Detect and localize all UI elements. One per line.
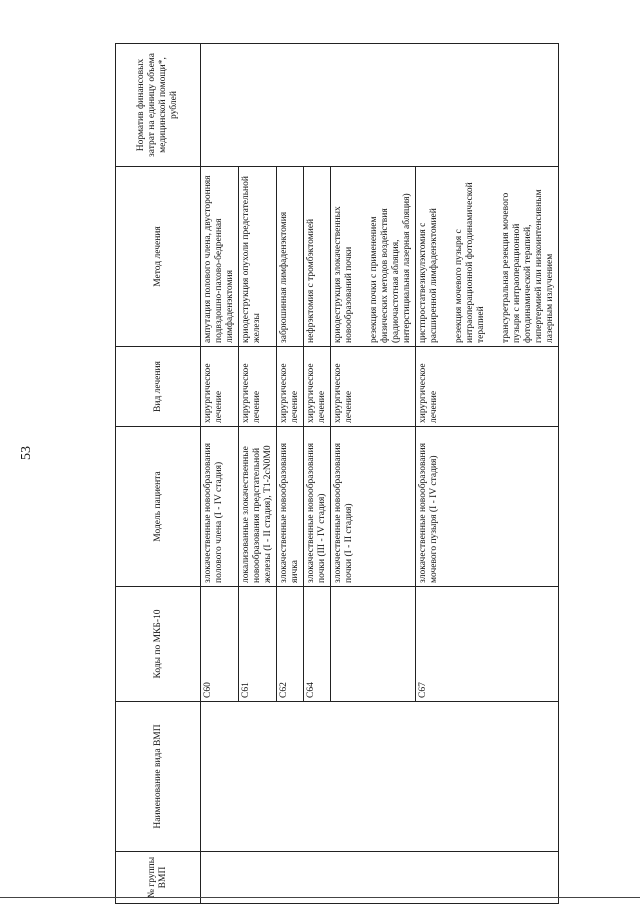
cell-code: C67	[416, 587, 559, 702]
header-group-number: № группы ВМП	[116, 852, 201, 904]
method-item: резекция мочевого пузыря с интраоперационной фотодинамической терапией	[454, 182, 486, 343]
cell-code: C60	[201, 587, 239, 702]
footer-rule	[0, 897, 640, 898]
vmp-table	[115, 43, 559, 904]
cell-model: злокачественные новообразования полового члена (I - IV стадия)	[201, 427, 239, 587]
cell-treatment: хирургическое лечение	[416, 347, 559, 427]
cell-code	[331, 587, 416, 702]
cell-treatment: хирургическое лечение	[239, 347, 277, 427]
cell-method	[239, 167, 277, 347]
method-item: трансуретральная резекция мочевого пузыря с интраоперационной фотодинамической терапией, гипертермией или низкоинтенсивным лазерным излучением	[501, 189, 555, 343]
cell-treatment: хирургическое лечение	[277, 347, 304, 427]
cell-method	[277, 167, 304, 347]
cell-method	[416, 167, 559, 347]
method-item: криодеструкция злокачественных новообразований почки	[333, 206, 354, 343]
method-item: резекция почки с применением физических методов воздействия (радиочастотная абляция, интерстициальная лазерная абляция)	[369, 193, 412, 343]
cell-code: C61	[239, 587, 277, 702]
cell-model: злокачественные новообразования почки (I - II стадия)	[331, 427, 416, 587]
method-item: криодеструкция опухоли предстательной железы	[241, 176, 262, 343]
cell-model: локализованные злокачественные новообразования предстательной железы (I - II стадия), T1-2cN0M0	[239, 427, 277, 587]
cell-code: C64	[304, 587, 331, 702]
cell-treatment: хирургическое лечение	[304, 347, 331, 427]
header-cost-standard: Норматив финансовых затрат на единицу объема медицинской помощи*, рублей	[116, 44, 201, 167]
cell-treatment: хирургическое лечение	[331, 347, 416, 427]
cell-model: злокачественные новообразования мочевого пузыря (I - IV стадия)	[416, 427, 559, 587]
cell-code: C62	[277, 587, 304, 702]
cell-treatment: хирургическое лечение	[201, 347, 239, 427]
page-number: 53	[19, 446, 34, 460]
cell-vmp-name	[201, 702, 559, 852]
cell-method	[331, 167, 416, 347]
method-item: забрюшинная лимфаденэктомия	[279, 211, 289, 343]
method-item: нефрэктомия с тромбэктомией	[306, 218, 316, 343]
cell-model: злокачественные новообразования почки (III - IV стадия)	[304, 427, 331, 587]
header-icd-codes: Коды по МКБ-10	[116, 587, 201, 702]
cell-method	[304, 167, 331, 347]
table-header-row	[116, 44, 201, 904]
header-treatment-method: Метод лечения	[116, 167, 201, 347]
cell-method	[201, 167, 239, 347]
cell-model: злокачественные новообразования яичка	[277, 427, 304, 587]
table-container	[115, 44, 640, 904]
header-treatment-type: Вид лечения	[116, 347, 201, 427]
method-item: цистпростатвезикулэктомия с расширенной лимфаденэктомией	[418, 208, 439, 343]
header-vmp-name: Наименование вида ВМП	[116, 702, 201, 852]
cell-group-number	[201, 852, 559, 904]
table-row	[201, 44, 239, 904]
header-patient-model: Модель пациента	[116, 427, 201, 587]
cell-cost	[201, 44, 559, 167]
method-item: ампутация полового члена, двусторонняя подвздошно-пахово-бедренная лимфаденэктомия	[203, 175, 235, 343]
